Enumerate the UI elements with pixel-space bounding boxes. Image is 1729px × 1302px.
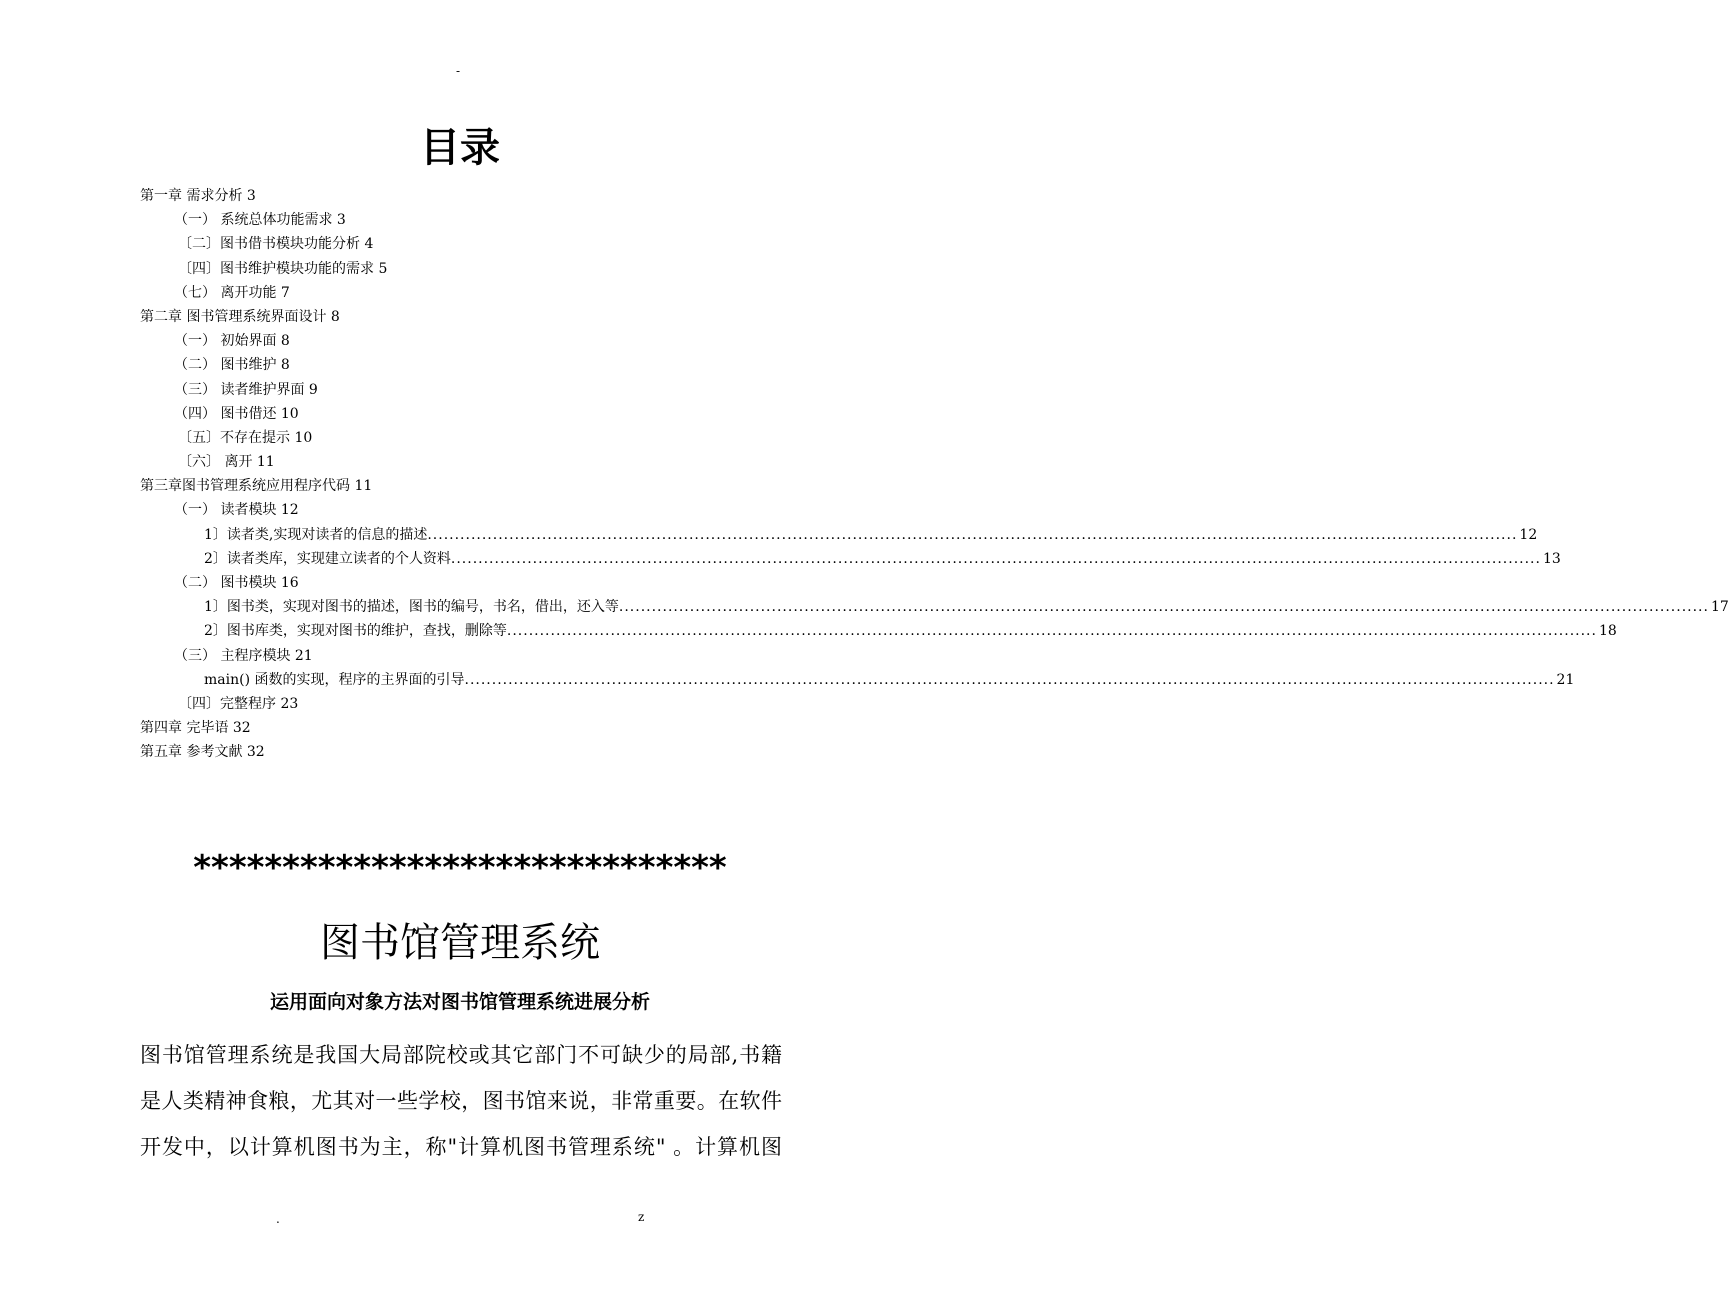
toc-entry[interactable]: （二） 图书模块 16 (174, 575, 299, 591)
toc-page-number: 12 (1519, 526, 1538, 543)
toc-entry-chapter-2[interactable]: 第二章 图书管理系统界面设计 8 (140, 308, 340, 325)
toc-leader-dots: ........................................................................................................................................................................................................ (450, 550, 1541, 567)
page-footer-mark-left: . (276, 1212, 280, 1226)
toc-entry-sub[interactable] (140, 668, 1575, 692)
toc-leader-dots: ........................................................................................................................................................................................................ (427, 526, 1518, 543)
paragraph-line: 开发中，以计算机图书为主，称"计算机图书管理系统" 。计算机图 (140, 1135, 782, 1159)
toc-entry[interactable]: （一） 读者模块 12 (174, 502, 299, 519)
toc-entry[interactable]: 〔五〕不存在提示 10 (178, 429, 313, 446)
page-footer-mark-right: z (638, 1210, 645, 1224)
document-subtitle: 运用面向对象方法对图书馆管理系统进展分析 (269, 991, 650, 1013)
document-title: 图书馆管理系统 (320, 920, 600, 966)
toc-entry[interactable]: 〔四〕图书维护模块功能的需求 5 (178, 260, 388, 277)
toc-entry[interactable]: 〔二〕图书借书模块功能分析 4 (178, 236, 374, 253)
toc-leader-dots: ........................................................................................................................................................................................................ (464, 671, 1555, 688)
toc-entry[interactable]: （一） 初始界面 8 (174, 333, 290, 350)
toc-entry-sub[interactable] (140, 619, 1617, 643)
section-separator: ****************************** (193, 848, 727, 888)
toc-entry[interactable]: （三） 主程序模块 21 (174, 647, 313, 664)
page-header-mark: - (456, 64, 461, 78)
toc-entry-chapter-3[interactable]: 第三章图书管理系统应用程序代码 11 (140, 478, 373, 495)
toc-entry-text: 1〕读者类,实现对读者的信息的描述 (204, 526, 428, 543)
body-paragraph (140, 1032, 782, 1170)
toc-entry-sub[interactable] (140, 595, 1729, 619)
toc-entry-sub[interactable] (140, 523, 1538, 547)
toc-entry-text: 2〕读者类库，实现建立读者的个人资料 (204, 550, 451, 567)
toc-page-number: 21 (1556, 671, 1575, 688)
toc-entry-text: 1〕图书类，实现对图书的描述，图书的编号，书名，借出，还入等 (204, 599, 619, 616)
toc-entry[interactable]: 〔四〕完整程序 23 (178, 695, 299, 712)
toc-title: 目录 (420, 125, 500, 171)
toc-leader-dots: ........................................................................................................................................................................................................ (618, 599, 1709, 616)
toc-page-number: 18 (1598, 623, 1617, 640)
toc-page-number: 13 (1542, 550, 1561, 567)
toc-entry[interactable]: （二） 图书维护 8 (174, 357, 290, 374)
toc-entry-text: 2〕图书库类，实现对图书的维护，查找，删除等 (204, 623, 507, 640)
paragraph-line: 图书馆管理系统是我国大局部院校或其它部门不可缺少的局部,书籍 (140, 1043, 782, 1067)
toc-entry-chapter-1[interactable]: 第一章 需求分析 3 (140, 188, 256, 204)
toc-entry[interactable]: （三） 读者维护界面 9 (174, 381, 318, 398)
toc-leader-dots: ........................................................................................................................................................................................................ (506, 623, 1597, 640)
toc-entry-chapter-4[interactable]: 第四章 完毕语 32 (140, 720, 251, 737)
toc-entry-chapter-5[interactable]: 第五章 参考文献 32 (140, 744, 265, 761)
table-of-contents (140, 184, 1729, 765)
toc-entry[interactable]: （四） 图书借还 10 (174, 405, 299, 422)
toc-entry-sub[interactable] (140, 547, 1561, 571)
toc-entry[interactable]: （一） 系统总体功能需求 3 (174, 212, 346, 229)
toc-entry[interactable]: （七） 离开功能 7 (174, 284, 290, 301)
toc-entry[interactable]: 〔六〕 离开 11 (178, 454, 275, 471)
toc-entry-text: main() 函数的实现，程序的主界面的引导 (204, 671, 465, 688)
toc-page-number: 17 (1710, 599, 1729, 616)
paragraph-line: 是人类精神食粮，尤其对一些学校，图书馆来说，非常重要。在软件 (140, 1089, 782, 1113)
